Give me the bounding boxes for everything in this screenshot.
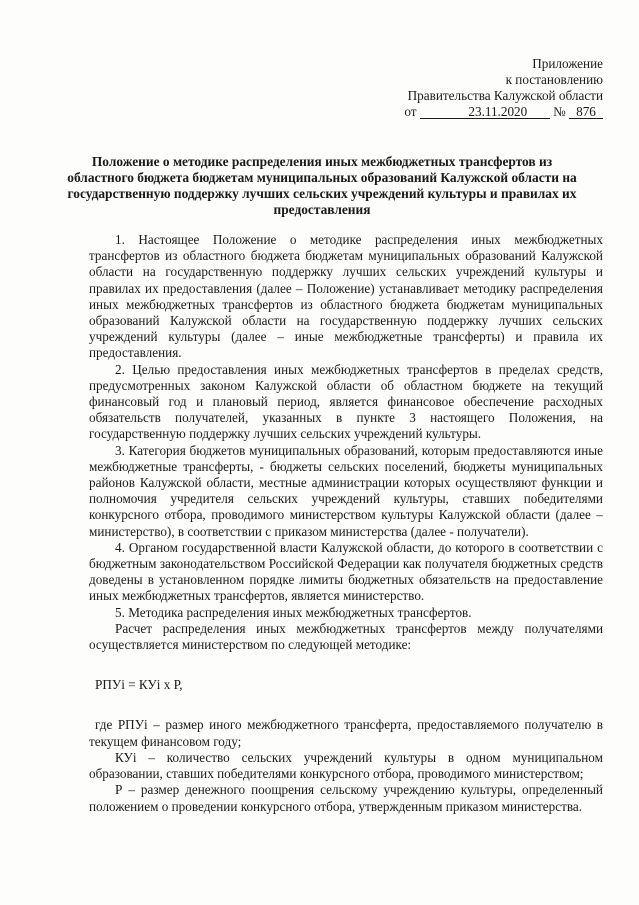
document-body xyxy=(89,232,603,815)
number-label: № xyxy=(553,104,566,119)
paragraph-2: 2. Целью предоставления иных межбюджетных трансфертов в пределах средств, предусмотренных законом Калужской области об областном бюджете на текущий финансовый год и плановый период, является финансовое обеспечение расходных обязательств получателей, указанных в пункте 3 настоящего Положения, на государственную поддержку лучших сельских учреждений культуры. xyxy=(89,361,603,442)
approval-line-appendix: Приложение xyxy=(532,56,603,71)
from-label: от xyxy=(404,104,417,119)
approval-line-government: Правительства Калужской области xyxy=(407,88,603,103)
resolution-date: 23.11.2020 xyxy=(420,105,550,119)
approval-line-resolution: к постановлению xyxy=(505,72,603,87)
approval-block xyxy=(383,56,603,120)
paragraph-4: 4. Органом государственной власти Калужской области, до которого в соответствии с бюджетным законодательством Российской Федерации как получателя бюджетных средств доведены в установленном порядке лимиты бюджетных обязательств на предоставление иных межбюджетных трансфертов, является министерство. xyxy=(89,539,603,604)
definition-ku: КУi – количество сельских учреждений культуры в одном муниципальном образовании, ставших победителями конкурсного отбора, проводимого министерством; xyxy=(89,749,603,782)
formula: РПУi = КУi х Р, xyxy=(95,677,183,693)
definition-p: Р – размер денежного поощрения сельскому учреждению культуры, определенный положением о проведении конкурсного отбора, утвержденным приказом министерства. xyxy=(89,782,603,814)
approval-date-line xyxy=(383,104,603,120)
paragraph-1: 1. Настоящее Положение о методике распределения иных межбюджетных трансфертов из областного бюджета бюджетам муниципальных образований Калужской области на государственную поддержку лучших сельских учреждений культуры и правилах их предоставления (далее – Положение) устанавливает методику распределения иных межбюджетных трансфертов из областного бюджета бюджетам муниципальных образований Калужской области на государственную поддержку лучших сельских учреждений культуры (далее – иные межбюджетные трансферты) и правила их предоставления. xyxy=(89,232,603,361)
paragraph-3: 3. Категория бюджетов муниципальных образований, которым предоставляются иные межбюджетные трансферты, - бюджеты сельских поселений, бюджеты муниципальных районов Калужской области, местные администрации которых осуществляют функции и полномочия учредителя сельских учреждений культуры, ставших победителями конкурсного отбора, проводимого министерством культуры Калужской области (далее – министерство), в соответствии с приказом министерства (далее - получатели). xyxy=(89,442,603,539)
paragraph-6: Расчет распределения иных межбюджетных трансфертов между получателями осуществляется министерством по следующей методике: xyxy=(89,620,603,653)
paragraph-5: 5. Методика распределения иных межбюджетных трансфертов. xyxy=(115,604,472,620)
document-title: Положение о методике распределения иных межбюджетных трансфертов из областного бюджета бюджетам муниципальных образований Калужской области на государственную поддержку лучших сельских учреждений культуры и правилах их предоставления xyxy=(67,154,577,217)
definition-rpu: где РПУi – размер иного межбюджетного трансферта, предоставляемого получателю в текущем финансовом году; xyxy=(89,717,603,749)
resolution-number: 876 xyxy=(569,105,603,119)
